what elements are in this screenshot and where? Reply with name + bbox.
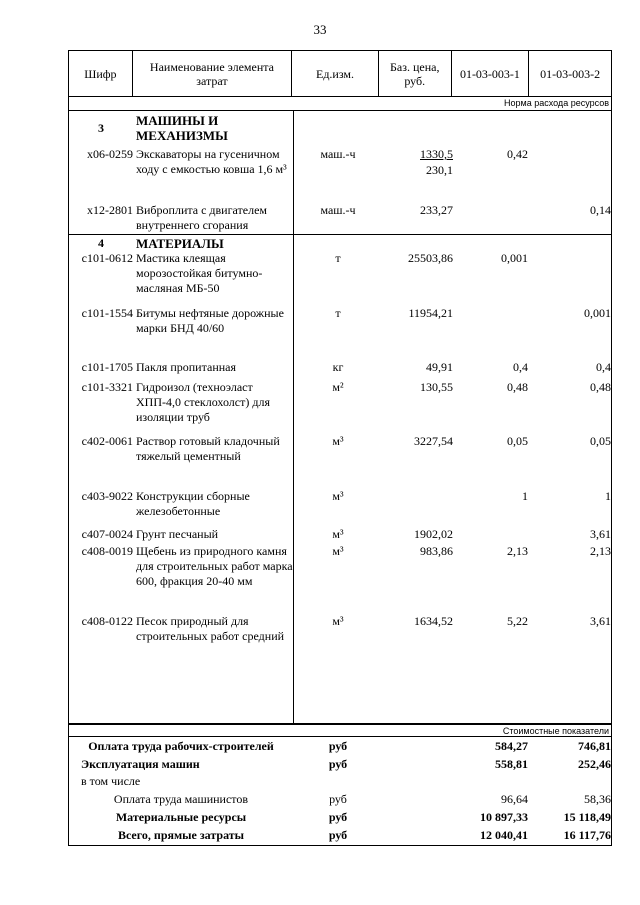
- cost-caption: Стоимостные показатели: [68, 724, 612, 737]
- totals-unit: руб: [328, 739, 348, 753]
- item-unit: т: [335, 251, 341, 265]
- norm-caption: Норма расхода ресурсов: [68, 97, 612, 111]
- item-code: х06-0259: [87, 147, 133, 161]
- totals-value-col2: 746,81: [578, 739, 611, 753]
- item-value-col1: 0,001: [501, 251, 528, 265]
- item-name: Виброплита с двигателем внутреннего сгорания: [136, 203, 268, 232]
- item-value-col1: 5,22: [507, 614, 528, 628]
- section-number: 4: [98, 236, 104, 250]
- item-name: Конструкции сборные железобетонные: [136, 489, 250, 518]
- item-value-col2: 0,05: [590, 434, 611, 448]
- table-body: [68, 111, 612, 724]
- item-name: Грунт песчаный: [136, 527, 219, 541]
- totals-block: [68, 737, 612, 846]
- item-price: 1902,02: [414, 527, 453, 541]
- item-price: 49,91: [426, 360, 453, 374]
- totals-name: в том числе: [81, 774, 141, 788]
- totals-value-col2: 58,36: [584, 792, 611, 806]
- totals-unit: руб: [328, 828, 348, 842]
- item-unit: м³: [332, 489, 344, 503]
- header-name: Наименование элемента затрат: [133, 51, 292, 96]
- item-value-col1: 2,13: [507, 544, 528, 558]
- item-code: с408-0122: [81, 614, 133, 628]
- item-name: Раствор готовый кладочный тяжелый цементный: [136, 434, 280, 463]
- totals-value-col1: 96,64: [501, 792, 528, 806]
- item-value-col2: 2,13: [590, 544, 611, 558]
- totals-value-col1: 584,27: [495, 739, 528, 753]
- section-title: МАШИНЫ И МЕХАНИЗМЫ: [136, 113, 228, 143]
- item-unit: м³: [332, 434, 344, 448]
- item-value-col1: 1: [522, 489, 528, 503]
- item-code: с402-0061: [81, 434, 133, 448]
- section-number: 3: [98, 121, 104, 135]
- item-price-secondary: 230,1: [426, 163, 453, 177]
- item-name: Песок природный для строительных работ средний: [136, 614, 285, 643]
- item-value-col2: 0,14: [590, 203, 611, 217]
- item-name: Битумы нефтяные дорожные марки БНД 40/60: [136, 306, 284, 335]
- item-price: 25503,86: [408, 251, 453, 265]
- item-code: с101-3321: [81, 380, 133, 394]
- item-value-col2: 3,61: [590, 527, 611, 541]
- item-unit: кг: [332, 360, 344, 374]
- item-code: с101-1554: [81, 306, 133, 320]
- item-code: с101-1705: [81, 360, 133, 374]
- item-name: Щебень из природного камня для строительных работ марка 600, фракция 20-40 мм: [136, 544, 293, 588]
- item-unit: маш.-ч: [320, 147, 356, 161]
- item-unit: м²: [332, 380, 344, 394]
- item-code: с101-0612: [81, 251, 133, 265]
- table-header: [68, 50, 612, 97]
- header-code: Шифр: [69, 51, 133, 96]
- item-unit: м³: [332, 614, 344, 628]
- item-value-col1: 0,05: [507, 434, 528, 448]
- item-code: с403-9022: [81, 489, 133, 503]
- item-value-col2: 3,61: [590, 614, 611, 628]
- totals-name: Оплата труда рабочих-строителей: [88, 739, 274, 753]
- item-price: 983,86: [420, 544, 453, 558]
- totals-value-col2: 252,46: [578, 757, 611, 771]
- item-price: 11954,21: [408, 306, 453, 320]
- header-unit: Ед.изм.: [292, 51, 379, 96]
- totals-name: Оплата труда машинистов: [113, 792, 249, 806]
- totals-unit: руб: [329, 792, 347, 806]
- item-price: 233,27: [420, 203, 453, 217]
- item-name: Гидроизол (техноэласт ХПП-4,0 стеклохолст) для изоляции труб: [136, 380, 270, 424]
- item-code: х12-2801: [87, 203, 133, 217]
- item-unit: м³: [332, 544, 344, 558]
- page-number: 33: [313, 22, 327, 37]
- totals-name: Всего, прямые затраты: [117, 828, 245, 842]
- totals-unit: руб: [328, 757, 348, 771]
- item-value-col2: 0,48: [590, 380, 611, 394]
- item-value-col1: 0,4: [513, 360, 528, 374]
- item-price: 1634,52: [414, 614, 453, 628]
- item-value-col2: 0,4: [596, 360, 611, 374]
- header-col2: 01-03-003-2: [540, 66, 601, 81]
- totals-name: Материальные ресурсы: [115, 810, 247, 824]
- item-code: с407-0024: [81, 527, 133, 541]
- item-value-col1: 0,48: [507, 380, 528, 394]
- item-value-col2: 0,001: [584, 306, 611, 320]
- totals-name: Эксплуатация машин: [81, 757, 200, 771]
- item-unit: м³: [332, 527, 344, 541]
- item-value-col1: 0,42: [507, 147, 528, 161]
- item-value-col2: 1: [605, 489, 611, 503]
- item-code: с408-0019: [81, 544, 133, 558]
- item-name: Мастика клеящая морозостойкая битумно-масляная МБ-50: [136, 251, 263, 295]
- item-unit: маш.-ч: [320, 203, 356, 217]
- totals-value-col2: 16 117,76: [563, 828, 611, 842]
- item-price: 3227,54: [414, 434, 453, 448]
- totals-value-col1: 10 897,33: [480, 810, 528, 824]
- totals-value-col2: 15 118,49: [563, 810, 611, 824]
- item-name: Пакля пропитанная: [136, 360, 237, 374]
- item-price: 130,55: [420, 380, 453, 394]
- section-title: МАТЕРИАЛЫ: [136, 236, 224, 251]
- header-col1: 01-03-003-1: [452, 51, 530, 96]
- totals-unit: руб: [328, 810, 348, 824]
- totals-value-col1: 558,81: [495, 757, 528, 771]
- item-name: Экскаваторы на гусеничном ходу с емкостью ковша 1,6 м³: [136, 147, 287, 176]
- section-divider: [69, 234, 611, 235]
- item-unit: т: [335, 306, 341, 320]
- header-price: Баз. цена, руб.: [379, 51, 452, 96]
- totals-value-col1: 12 040,41: [480, 828, 528, 842]
- item-price: 1330,5: [420, 147, 453, 161]
